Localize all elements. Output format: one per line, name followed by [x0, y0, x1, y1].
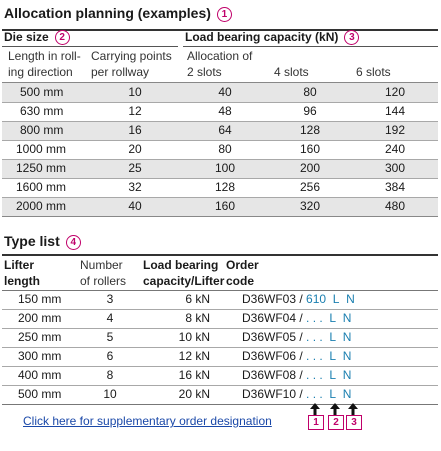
- lifter-length-header: Lifter length: [4, 258, 40, 288]
- slots4-cell: 320: [299, 199, 321, 213]
- slots6-cell: 144: [384, 104, 406, 118]
- slots6-cell: 120: [384, 85, 406, 99]
- code-part-1: . . .: [306, 349, 323, 363]
- code-part-3: N: [342, 368, 352, 382]
- order-marker-1: 1: [308, 415, 324, 430]
- marker-4-circle: 4: [66, 235, 81, 250]
- slots4-cell: 160: [299, 142, 321, 156]
- slots4-header: 4 slots: [274, 65, 309, 79]
- slots2-cell: 48: [218, 104, 232, 118]
- lifter-length-cell: 250 mm: [18, 330, 62, 344]
- load-header: Load bearing capacity/Lifter: [143, 258, 225, 288]
- load-capacity-label: Load bearing capacity (kN): [185, 30, 339, 44]
- order-marker-3: 3: [346, 415, 362, 430]
- rollers-cell: 10: [103, 387, 117, 401]
- order-code-cell: [242, 311, 351, 325]
- rollers-cell: 6: [106, 349, 114, 363]
- code-prefix: D36WF06 /: [242, 349, 303, 363]
- allocation-title: [4, 5, 232, 22]
- code-part-1: 610: [306, 292, 327, 306]
- table-bottom-rule: [2, 216, 438, 217]
- slots2-cell: 128: [214, 180, 236, 194]
- row-separator: [2, 102, 438, 103]
- load-cell: 20 kN: [178, 387, 210, 401]
- type-list-title: [4, 233, 81, 250]
- marker-1-circle: 1: [217, 7, 232, 22]
- code-part-3: N: [342, 330, 352, 344]
- rollers-header: Number of rollers: [80, 258, 127, 288]
- row-separator: [2, 197, 438, 198]
- order-code-cell: [242, 349, 351, 363]
- code-part-3: N: [346, 292, 355, 306]
- points-cell: 10: [128, 85, 142, 99]
- code-part-1: . . .: [306, 387, 323, 401]
- die-size-label: Die size: [4, 30, 49, 44]
- row-separator: [2, 159, 438, 160]
- length-cell: 1250 mm: [16, 161, 67, 175]
- code-part-1: . . .: [306, 311, 323, 325]
- allocation-title-text: Allocation planning (examples): [4, 5, 211, 21]
- slots4-cell: 96: [303, 104, 317, 118]
- order-code-cell: [242, 368, 351, 382]
- row-separator: [2, 347, 438, 348]
- code-part-3: N: [342, 387, 352, 401]
- row-separator: [2, 140, 438, 141]
- up-arrow-icon: [329, 403, 341, 415]
- code-prefix: D36WF10 /: [242, 387, 303, 401]
- carrying-column-header: Carrying points per rollway: [91, 49, 172, 79]
- slots6-cell: 480: [384, 199, 406, 213]
- slots6-cell: 192: [384, 123, 406, 137]
- order-code-cell: [242, 387, 351, 401]
- code-prefix: D36WF08 /: [242, 368, 303, 382]
- length-cell: 500 mm: [20, 85, 64, 99]
- code-prefix: D36WF03 /: [242, 292, 303, 306]
- row-separator: [2, 178, 438, 179]
- code-part-2: L: [329, 349, 337, 363]
- length-cell: 800 mm: [20, 123, 64, 137]
- length-column-header: Length in roll-ing direction: [8, 49, 81, 79]
- rollers-cell: 8: [106, 368, 114, 382]
- marker-3-circle: 3: [344, 30, 359, 45]
- code-prefix: D36WF05 /: [242, 330, 303, 344]
- type-top-rule: [2, 254, 438, 256]
- slots6-header: 6 slots: [356, 65, 391, 79]
- rollers-cell: 5: [106, 330, 114, 344]
- slots4-cell: 200: [299, 161, 321, 175]
- slots2-cell: 64: [218, 123, 232, 137]
- order-marker-2: 2: [328, 415, 344, 430]
- type-bottom-rule: [2, 404, 438, 405]
- length-cell: 2000 mm: [16, 199, 67, 213]
- row-separator: [2, 328, 438, 329]
- points-cell: 40: [128, 199, 142, 213]
- lifter-length-cell: 150 mm: [18, 292, 62, 306]
- code-part-1: . . .: [306, 330, 323, 344]
- supplementary-order-link[interactable]: Click here for supplementary order designation: [23, 414, 272, 428]
- slots4-cell: 80: [303, 85, 317, 99]
- length-cell: 1600 mm: [16, 180, 67, 194]
- code-part-2: L: [329, 311, 337, 325]
- slots2-cell: 100: [214, 161, 236, 175]
- load-cell: 8 kN: [185, 311, 210, 325]
- length-cell: 630 mm: [20, 104, 64, 118]
- die-size-header: [4, 30, 70, 45]
- order-code-header: Order code: [226, 258, 259, 288]
- marker-2-circle: 2: [55, 30, 70, 45]
- code-part-2: L: [329, 330, 337, 344]
- slots2-cell: 160: [214, 199, 236, 213]
- lifter-length-cell: 400 mm: [18, 368, 62, 382]
- row-separator: [2, 309, 438, 310]
- slots6-cell: 384: [384, 180, 406, 194]
- order-code-cell: [242, 292, 355, 306]
- up-arrow-icon: [309, 403, 321, 415]
- length-cell: 1000 mm: [16, 142, 67, 156]
- code-prefix: D36WF04 /: [242, 311, 303, 325]
- slots4-cell: 128: [299, 123, 321, 137]
- die-size-underline: [2, 46, 178, 47]
- points-cell: 25: [128, 161, 142, 175]
- points-cell: 20: [128, 142, 142, 156]
- load-cell: 16 kN: [178, 368, 210, 382]
- slots4-cell: 256: [299, 180, 321, 194]
- row-separator: [2, 366, 438, 367]
- lifter-length-cell: 500 mm: [18, 387, 62, 401]
- rollers-cell: 4: [106, 311, 114, 325]
- slots6-cell: 240: [384, 142, 406, 156]
- code-part-2: L: [332, 292, 340, 306]
- points-cell: 32: [128, 180, 142, 194]
- slots2-cell: 40: [218, 85, 232, 99]
- type-header-rule: [2, 290, 438, 291]
- load-cell: 10 kN: [178, 330, 210, 344]
- code-part-3: N: [342, 311, 352, 325]
- allocation-of-header: Allocation of: [187, 49, 253, 63]
- code-part-2: L: [329, 368, 337, 382]
- load-capacity-header: [185, 30, 359, 45]
- load-cell: 12 kN: [178, 349, 210, 363]
- points-cell: 16: [128, 123, 142, 137]
- slots2-header: 2 slots: [187, 65, 222, 79]
- code-part-2: L: [329, 387, 337, 401]
- type-list-title-text: Type list: [4, 233, 60, 249]
- lifter-length-cell: 300 mm: [18, 349, 62, 363]
- lifter-length-cell: 200 mm: [18, 311, 62, 325]
- code-part-1: . . .: [306, 368, 323, 382]
- order-code-cell: [242, 330, 351, 344]
- row-separator: [2, 121, 438, 122]
- code-part-3: N: [342, 349, 352, 363]
- slots6-cell: 300: [384, 161, 406, 175]
- slots2-cell: 80: [218, 142, 232, 156]
- row-separator: [2, 385, 438, 386]
- load-cell: 6 kN: [185, 292, 210, 306]
- up-arrow-icon: [347, 403, 359, 415]
- points-cell: 12: [128, 104, 142, 118]
- rollers-cell: 3: [106, 292, 114, 306]
- load-underline: [183, 46, 438, 47]
